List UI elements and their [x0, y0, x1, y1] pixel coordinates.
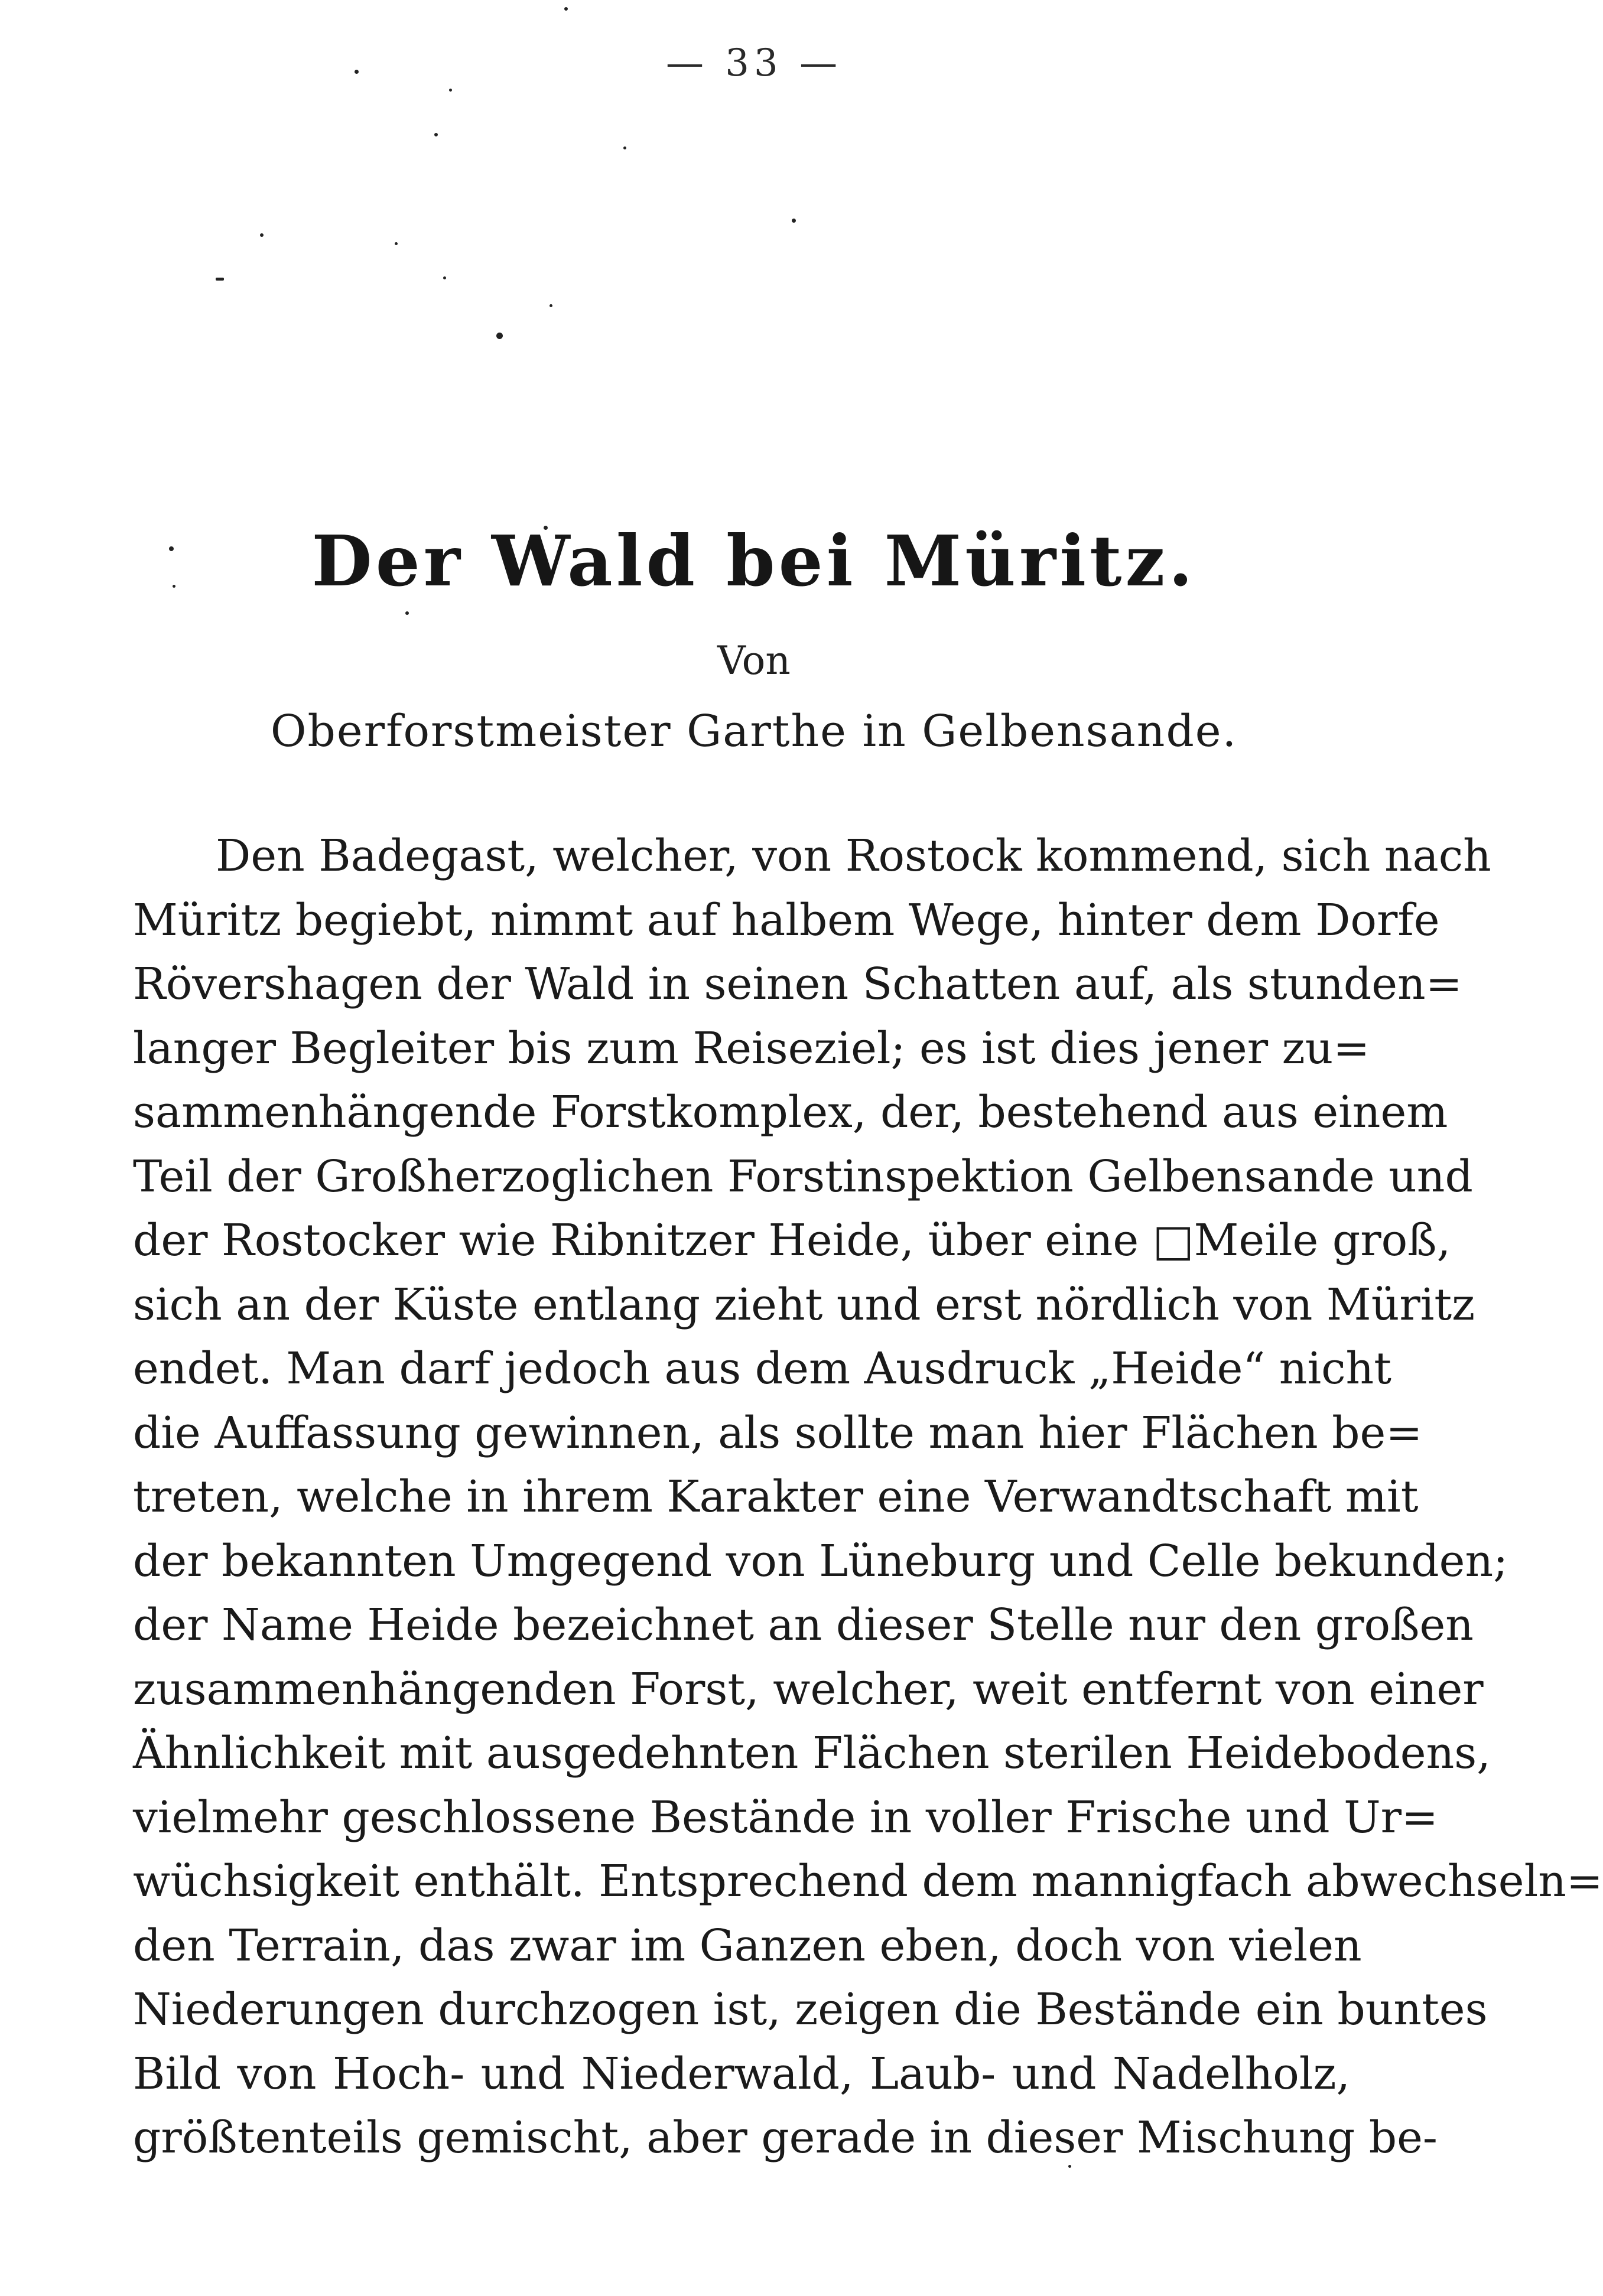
- text-line: sammenhängende Forstkomplex, der, bestehend aus einem: [133, 1087, 1448, 1138]
- text-line: der bekannten Umgegend von Lüneburg und Celle bekunden;: [133, 1535, 1508, 1587]
- article-title: Der Wald bei Müritz.: [311, 520, 1196, 602]
- text-line: die Auffassung gewinnen, als sollte man hier Flächen be=: [133, 1407, 1423, 1458]
- text-line: Den Badegast, welcher, von Rostock kommend, sich nach: [216, 831, 1491, 881]
- text-line: wüchsigkeit enthält. Entsprechend dem mannigfach abwechseln=: [133, 1856, 1603, 1907]
- text-line: Teil der Großherzoglichen Forstinspektion Gelbensande und: [133, 1151, 1473, 1202]
- body-paragraph: [133, 824, 1603, 2170]
- text-line: Müritz begiebt, nimmt auf halbem Wege, hinter dem Dorfe: [133, 894, 1440, 946]
- text-line: Rövershagen der Wald in seinen Schatten auf, als stunden=: [133, 959, 1462, 1009]
- text-line: vielmehr geschlossene Bestände in voller Frische und Ur=: [133, 1792, 1438, 1843]
- text-line: endet. Man darf jedoch aus dem Ausdruck „Heide“ nicht: [133, 1343, 1391, 1394]
- text-line: langer Begleiter bis zum Reiseziel; es ist dies jener zu=: [133, 1022, 1370, 1074]
- text-line: der Rostocker wie Ribnitzer Heide, über eine □Meile groß,: [133, 1215, 1451, 1266]
- text-line: treten, welche in ihrem Karakter eine Verwandtschaft mit: [133, 1471, 1419, 1522]
- text-line: zusammenhängenden Forst, welcher, weit entfernt von einer: [133, 1663, 1484, 1715]
- text-line: Bild von Hoch- und Niederwald, Laub- und Nadelholz,: [133, 2048, 1350, 2099]
- page-number: — 33 —: [665, 41, 843, 85]
- text-line: der Name Heide bezeichnet an dieser Stelle nur den großen: [133, 1600, 1474, 1650]
- text-line: Ähnlichkeit mit ausgedehnten Flächen sterilen Heidebodens,: [133, 1728, 1491, 1779]
- text-line: den Terrain, das zwar im Ganzen eben, doch von vielen: [133, 1920, 1362, 1971]
- text-line: sich an der Küste entlang zieht und erst nördlich von Müritz: [133, 1279, 1475, 1330]
- byline-author: Oberforstmeister Garthe in Gelbensande.: [270, 706, 1238, 757]
- text-line: größtenteils gemischt, aber gerade in dieser Mischung be-: [133, 2112, 1438, 2163]
- text-line: Niederungen durchzogen ist, zeigen die Bestände ein buntes: [133, 1984, 1488, 2035]
- byline-von: Von: [717, 638, 791, 683]
